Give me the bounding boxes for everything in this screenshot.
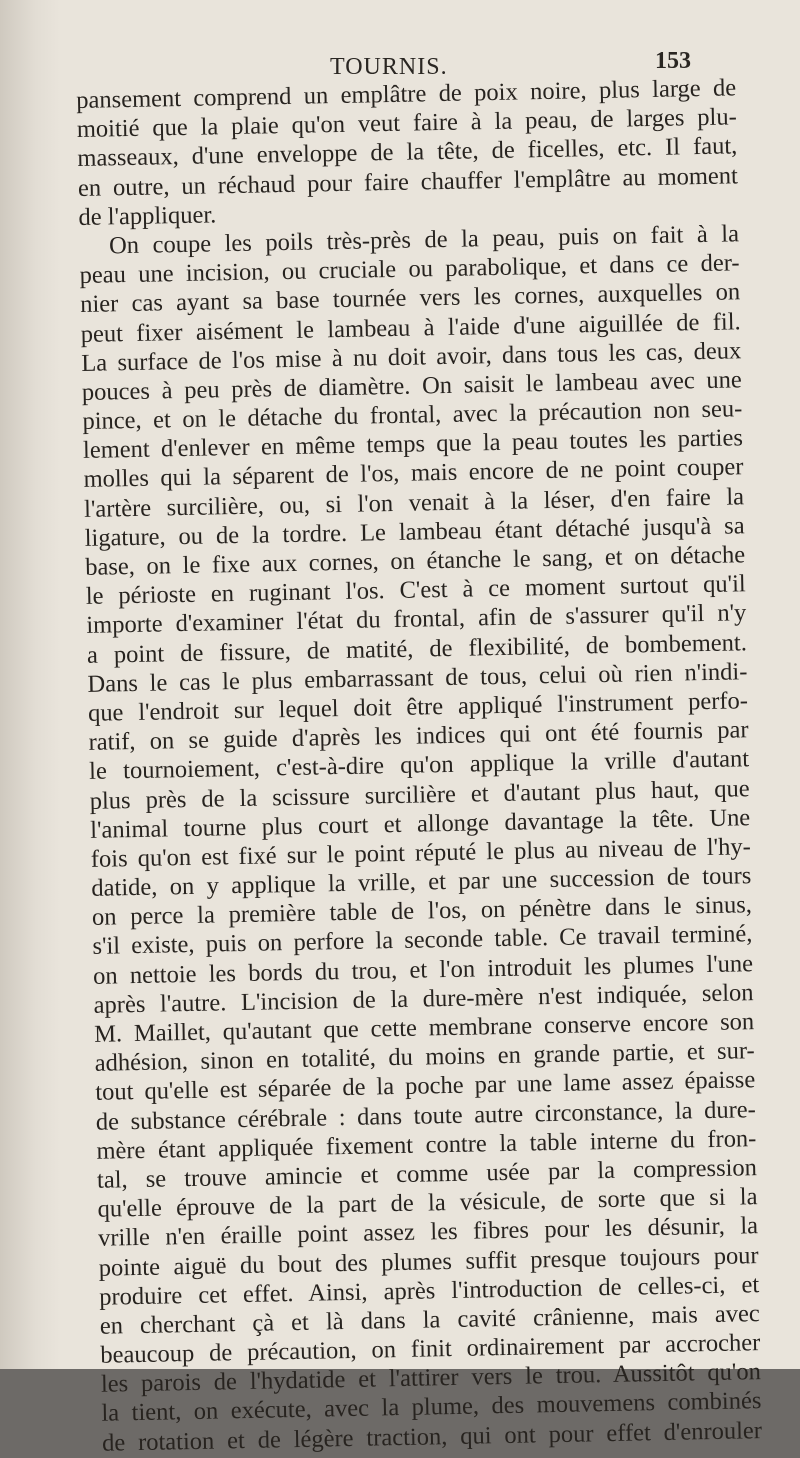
text-line: de substance cérébrale : dans toute autre circonstance, la dure- <box>95 1095 757 1136</box>
text-line: de l'appliquer. <box>78 201 217 231</box>
text-line: tout qu'elle est séparée de la poche par une lame assez épaisse <box>95 1066 756 1107</box>
text-line: pouces à peu près de diamètre. On saisit le lambeau avec une <box>81 366 743 406</box>
text-line: pince, et on le détache du frontal, avec la précaution non seu- <box>82 395 743 435</box>
text-line: que l'endroit sur lequel doit être appliqué l'instrument perfo- <box>87 687 749 727</box>
text-line: beaucoup de précaution, on finit ordinairement par accrocher <box>100 1329 761 1369</box>
text-line: masseaux, d'une enveloppe de la tête, de ficelles, etc. Il faut, <box>77 132 738 173</box>
binding-shadow <box>0 0 60 1369</box>
text-line: moitié que la plaie qu'on veut faire à la peau, de larges plu- <box>76 103 737 144</box>
text-line: a point de fissure, de matité, de flexibilité, de bombement. <box>86 628 748 669</box>
body-text <box>76 73 762 1457</box>
text-line: qu'elle éprouve de la part de la vésicule, de sorte que si la <box>97 1183 758 1223</box>
text-line: produire cet effet. Ainsi, après l'introduction de celles-ci, et <box>98 1270 760 1311</box>
text-line: peau une incision, ou cruciale ou parabolique, et dans ce der- <box>79 249 740 290</box>
text-line: on perce la première table de l'os, on pénètre dans le sinus, <box>91 891 753 932</box>
text-line: mère étant appliquée fixement contre la table interne du fron- <box>96 1124 757 1165</box>
text-line: s'il existe, puis on perfore la seconde table. Ce travail terminé, <box>92 920 753 961</box>
text-line: molles qui la séparent de l'os, mais encore de ne point couper <box>83 453 744 494</box>
text-line: en cherchant çà et là dans la cavité crânienne, mais avec <box>99 1299 760 1340</box>
text-line: La surface de l'os mise à nu doit avoir, dans tous les cas, deux <box>81 336 742 377</box>
text-line: fois qu'on est fixé sur le point réputé le plus au niveau de l'hy- <box>90 833 751 873</box>
text-line: adhésion, sinon en totalité, du moins en grande partie, et sur- <box>94 1037 755 1078</box>
text-line: plus près de la scissure surcilière et d'autant plus haut, que <box>89 774 750 815</box>
text-line: ratif, on se guide d'après les indices qui ont été fournis par <box>88 716 749 757</box>
text-line: lement d'enlever en même temps que la peau toutes les parties <box>82 424 744 465</box>
text-line: on nettoie les bords du trou, et l'on introduit les plumes l'une <box>92 949 754 990</box>
running-head: TOURNIS. <box>330 54 448 80</box>
text-line: peut fixer aisément le lambeau à l'aide d'une aiguillée de fil. <box>80 307 741 348</box>
text-line: le périoste en ruginant l'os. C'est à ce moment surtout qu'il <box>85 570 746 611</box>
text-line: datide, on y applique la vrille, et par une succession de tours <box>91 862 752 902</box>
text-line: pansement comprend un emplâtre de poix noire, plus large de <box>76 74 737 114</box>
text-line: On coupe les poils très-près de la peau, puis on fait à la <box>108 220 740 260</box>
text-line: M. Maillet, qu'autant que cette membrane conserve encore son <box>93 1008 755 1048</box>
text-line: Dans le cas le plus embarrassant de tous, celui où rien n'indi- <box>87 657 748 698</box>
text-line: vrille n'en éraille point assez les fibres pour les désunir, la <box>97 1212 759 1253</box>
text-line: base, on le fixe aux cornes, on étanche le sang, et on détache <box>84 541 746 581</box>
text-line: tal, se trouve amincie et comme usée par la compression <box>96 1154 758 1194</box>
text-line: après l'autre. L'incision de la dure-mère n'est indiquée, selon <box>93 978 754 1019</box>
text-line: le tournoiement, c'est-à-dire qu'on applique la vrille d'autant <box>88 745 750 786</box>
text-line: importe d'examiner l'état du frontal, afin de s'assurer qu'il n'y <box>86 599 747 640</box>
page-number: 153 <box>655 48 691 74</box>
text-line: en outre, un réchaud pour faire chauffer l'emplâtre au moment <box>77 161 739 202</box>
text-line: de rotation et de légère traction, qui ont pour effet d'enrouler <box>101 1416 763 1457</box>
text-line: l'animal tourne plus court et allonge davantage la tête. Une <box>90 803 751 844</box>
text-line: nier cas ayant sa base tournée vers les cornes, auxquelles on <box>79 278 741 319</box>
text-line: pointe aiguë du bout des plumes suffit presque toujours pour <box>98 1241 759 1282</box>
text-line: la tient, on exécute, avec la plume, des mouvemens combinés <box>101 1387 762 1428</box>
text-line: les parois de l'hydatide et l'attirer vers le trou. Aussitôt qu'on <box>100 1358 762 1399</box>
text-line: ligature, ou de la tordre. Le lambeau étant détaché jusqu'à sa <box>84 512 745 552</box>
text-line: l'artère surcilière, ou, si l'on venait à la léser, d'en faire la <box>83 482 745 523</box>
